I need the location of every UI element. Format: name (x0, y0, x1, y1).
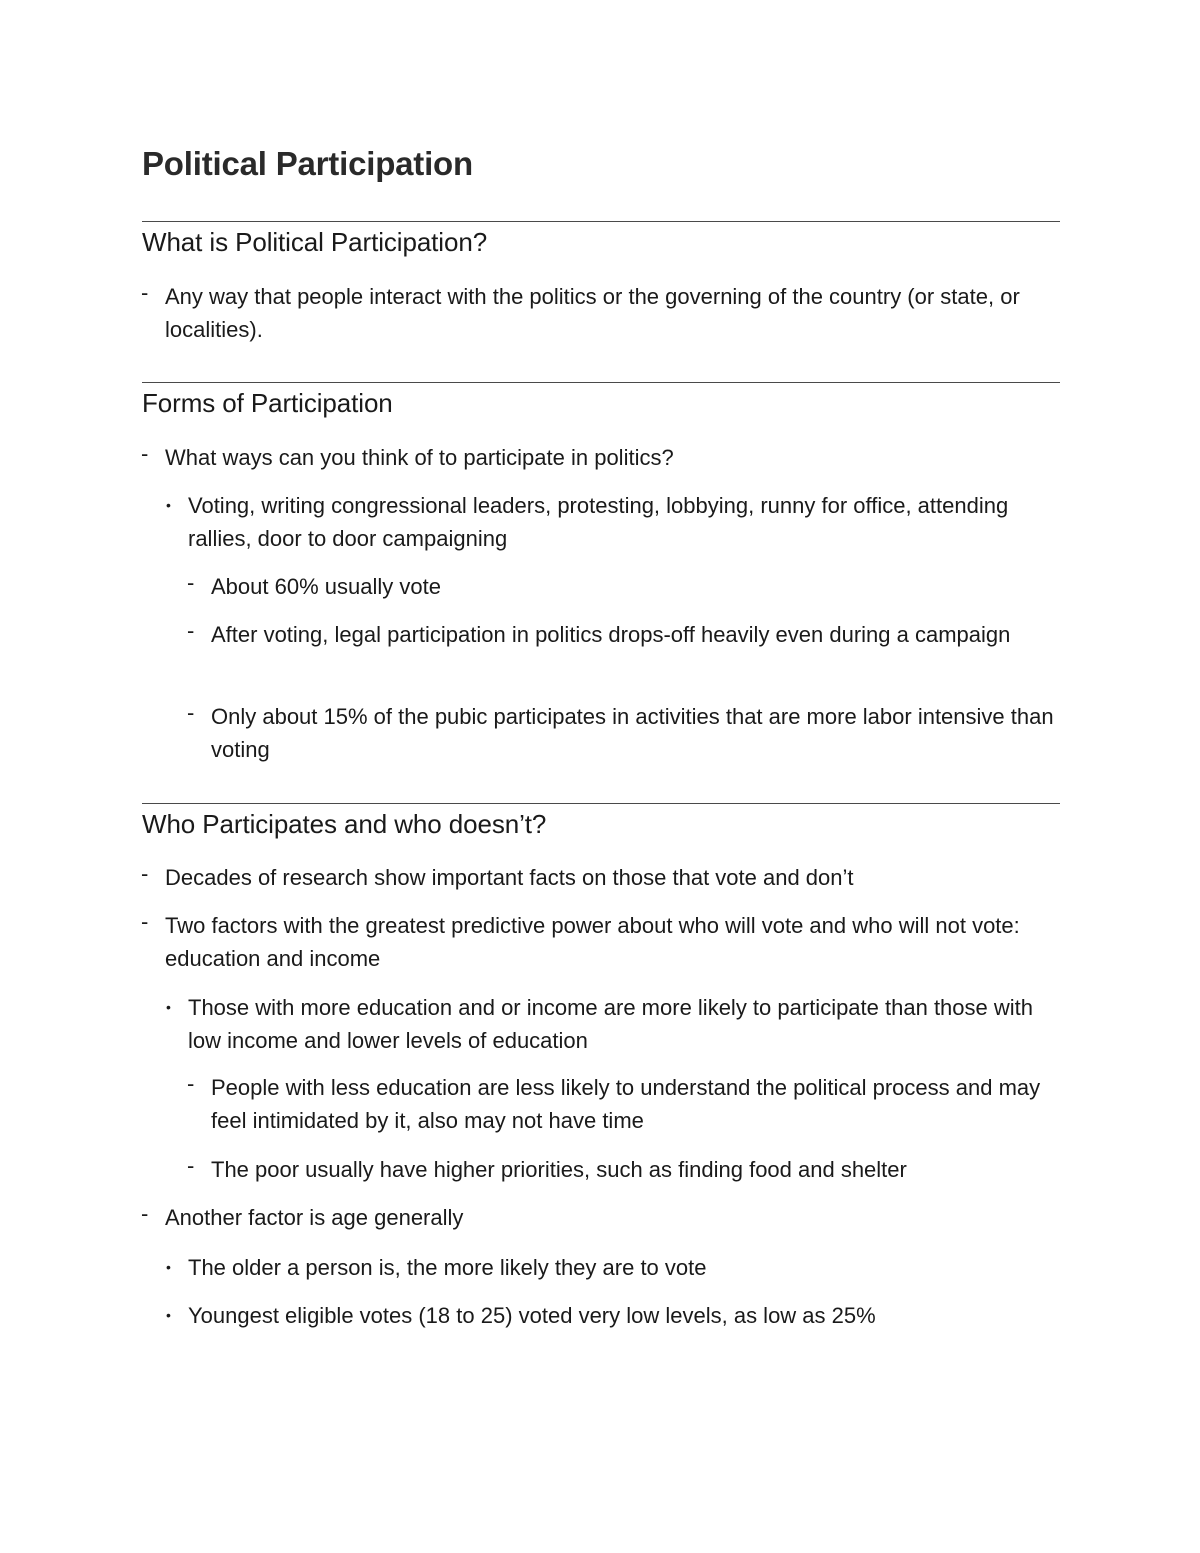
dash-marker: - (187, 618, 195, 643)
bullet-marker: • (166, 497, 171, 513)
list-item: - Only about 15% of the pubic participates in activities that are more labor intensive than voting (211, 700, 1061, 766)
list-item: - Any way that people interact with the politics or the governing of the country (or state, or localities). (165, 280, 1055, 346)
list-item: • Youngest eligible votes (18 to 25) voted very low levels, as low as 25% (188, 1299, 1058, 1332)
dash-marker: - (187, 570, 195, 595)
list-item: - About 60% usually vote (211, 570, 1061, 603)
list-item: • The older a person is, the more likely they are to vote (188, 1251, 1058, 1284)
dash-marker: - (187, 1071, 195, 1096)
dash-marker: - (187, 700, 195, 725)
list-item: - Another factor is age generally (165, 1201, 1055, 1234)
dash-marker: - (141, 441, 149, 466)
bullet-marker: • (166, 1259, 171, 1275)
list-item: • Voting, writing congressional leaders, protesting, lobbying, runny for office, attending rallies, door to door campaigning (188, 489, 1058, 555)
list-item: - Decades of research show important facts on those that vote and don’t (165, 861, 1055, 894)
dash-marker: - (141, 861, 149, 886)
list-item: - What ways can you think of to participate in politics? (165, 441, 1055, 474)
list-item: - After voting, legal participation in politics drops-off heavily even during a campaign (211, 618, 1061, 651)
list-item: • Those with more education and or income are more likely to participate than those with low income and lower levels of education (188, 991, 1058, 1057)
dash-marker: - (141, 909, 149, 934)
bullet-marker: • (166, 999, 171, 1015)
dash-marker: - (187, 1153, 195, 1178)
page-title: Political Participation (142, 145, 473, 182)
list-item: - The poor usually have higher priorities, such as finding food and shelter (211, 1153, 1061, 1186)
list-item: - People with less education are less likely to understand the political process and may feel intimidated by it, also may not have time (211, 1071, 1061, 1137)
dash-marker: - (141, 1201, 149, 1226)
section-divider (142, 382, 1060, 383)
section-divider (142, 221, 1060, 222)
dash-marker: - (141, 280, 149, 305)
list-item: - Two factors with the greatest predictive power about who will vote and who will not vote: education and income (165, 909, 1055, 975)
section-divider (142, 803, 1060, 804)
section-heading-forms: Forms of Participation (142, 388, 393, 418)
section-heading-who-participates: Who Participates and who doesn’t? (142, 809, 547, 839)
section-heading-what-is: What is Political Participation? (142, 227, 488, 257)
bullet-marker: • (166, 1307, 171, 1323)
